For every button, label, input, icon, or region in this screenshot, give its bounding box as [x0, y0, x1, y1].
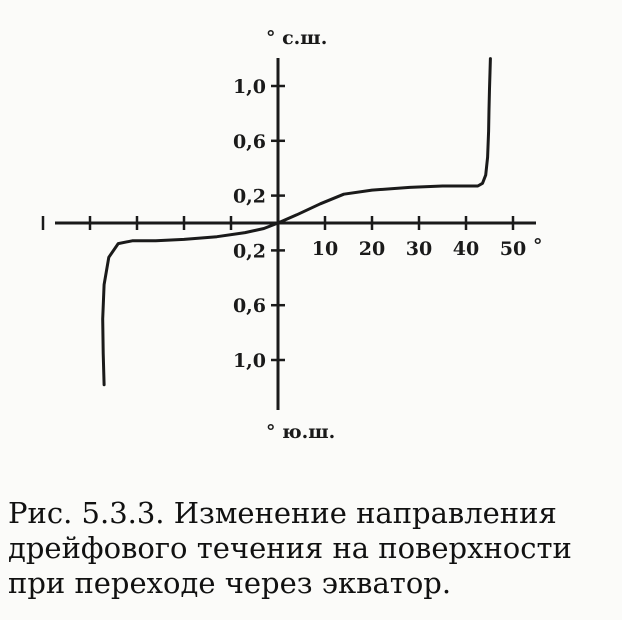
x-tick-label: 30 — [405, 238, 433, 260]
caption-line-2: дрейфового течения на поверхности — [8, 531, 572, 565]
axes — [55, 58, 536, 410]
y-tick-label: 1,0 — [232, 76, 266, 98]
x-tick-label: 40 — [452, 238, 480, 260]
y-tick-label: 0,6 — [232, 130, 266, 153]
x-tick-labels — [312, 238, 526, 260]
y-tick-label: 0,2 — [232, 185, 266, 208]
y-axis-label-south: ° ю.ш. — [266, 421, 336, 443]
x-axis-label: ° — [533, 235, 543, 257]
y-tick-label: 0,6 — [232, 295, 266, 318]
figure-caption — [8, 496, 618, 601]
y-tick-label: 0,2 — [232, 240, 266, 263]
x-tick-label: 20 — [358, 238, 386, 260]
caption-line-3: при переходе через экватор. — [8, 566, 452, 600]
y-axis-label-north: ° с.ш. — [266, 27, 328, 49]
caption-line-1: Рис. 5.3.3. Изменение направления — [8, 496, 557, 530]
x-tick-label: 10 — [311, 238, 339, 260]
x-tick-label: 50 — [499, 238, 527, 260]
y-tick-label: 1,0 — [232, 350, 266, 372]
